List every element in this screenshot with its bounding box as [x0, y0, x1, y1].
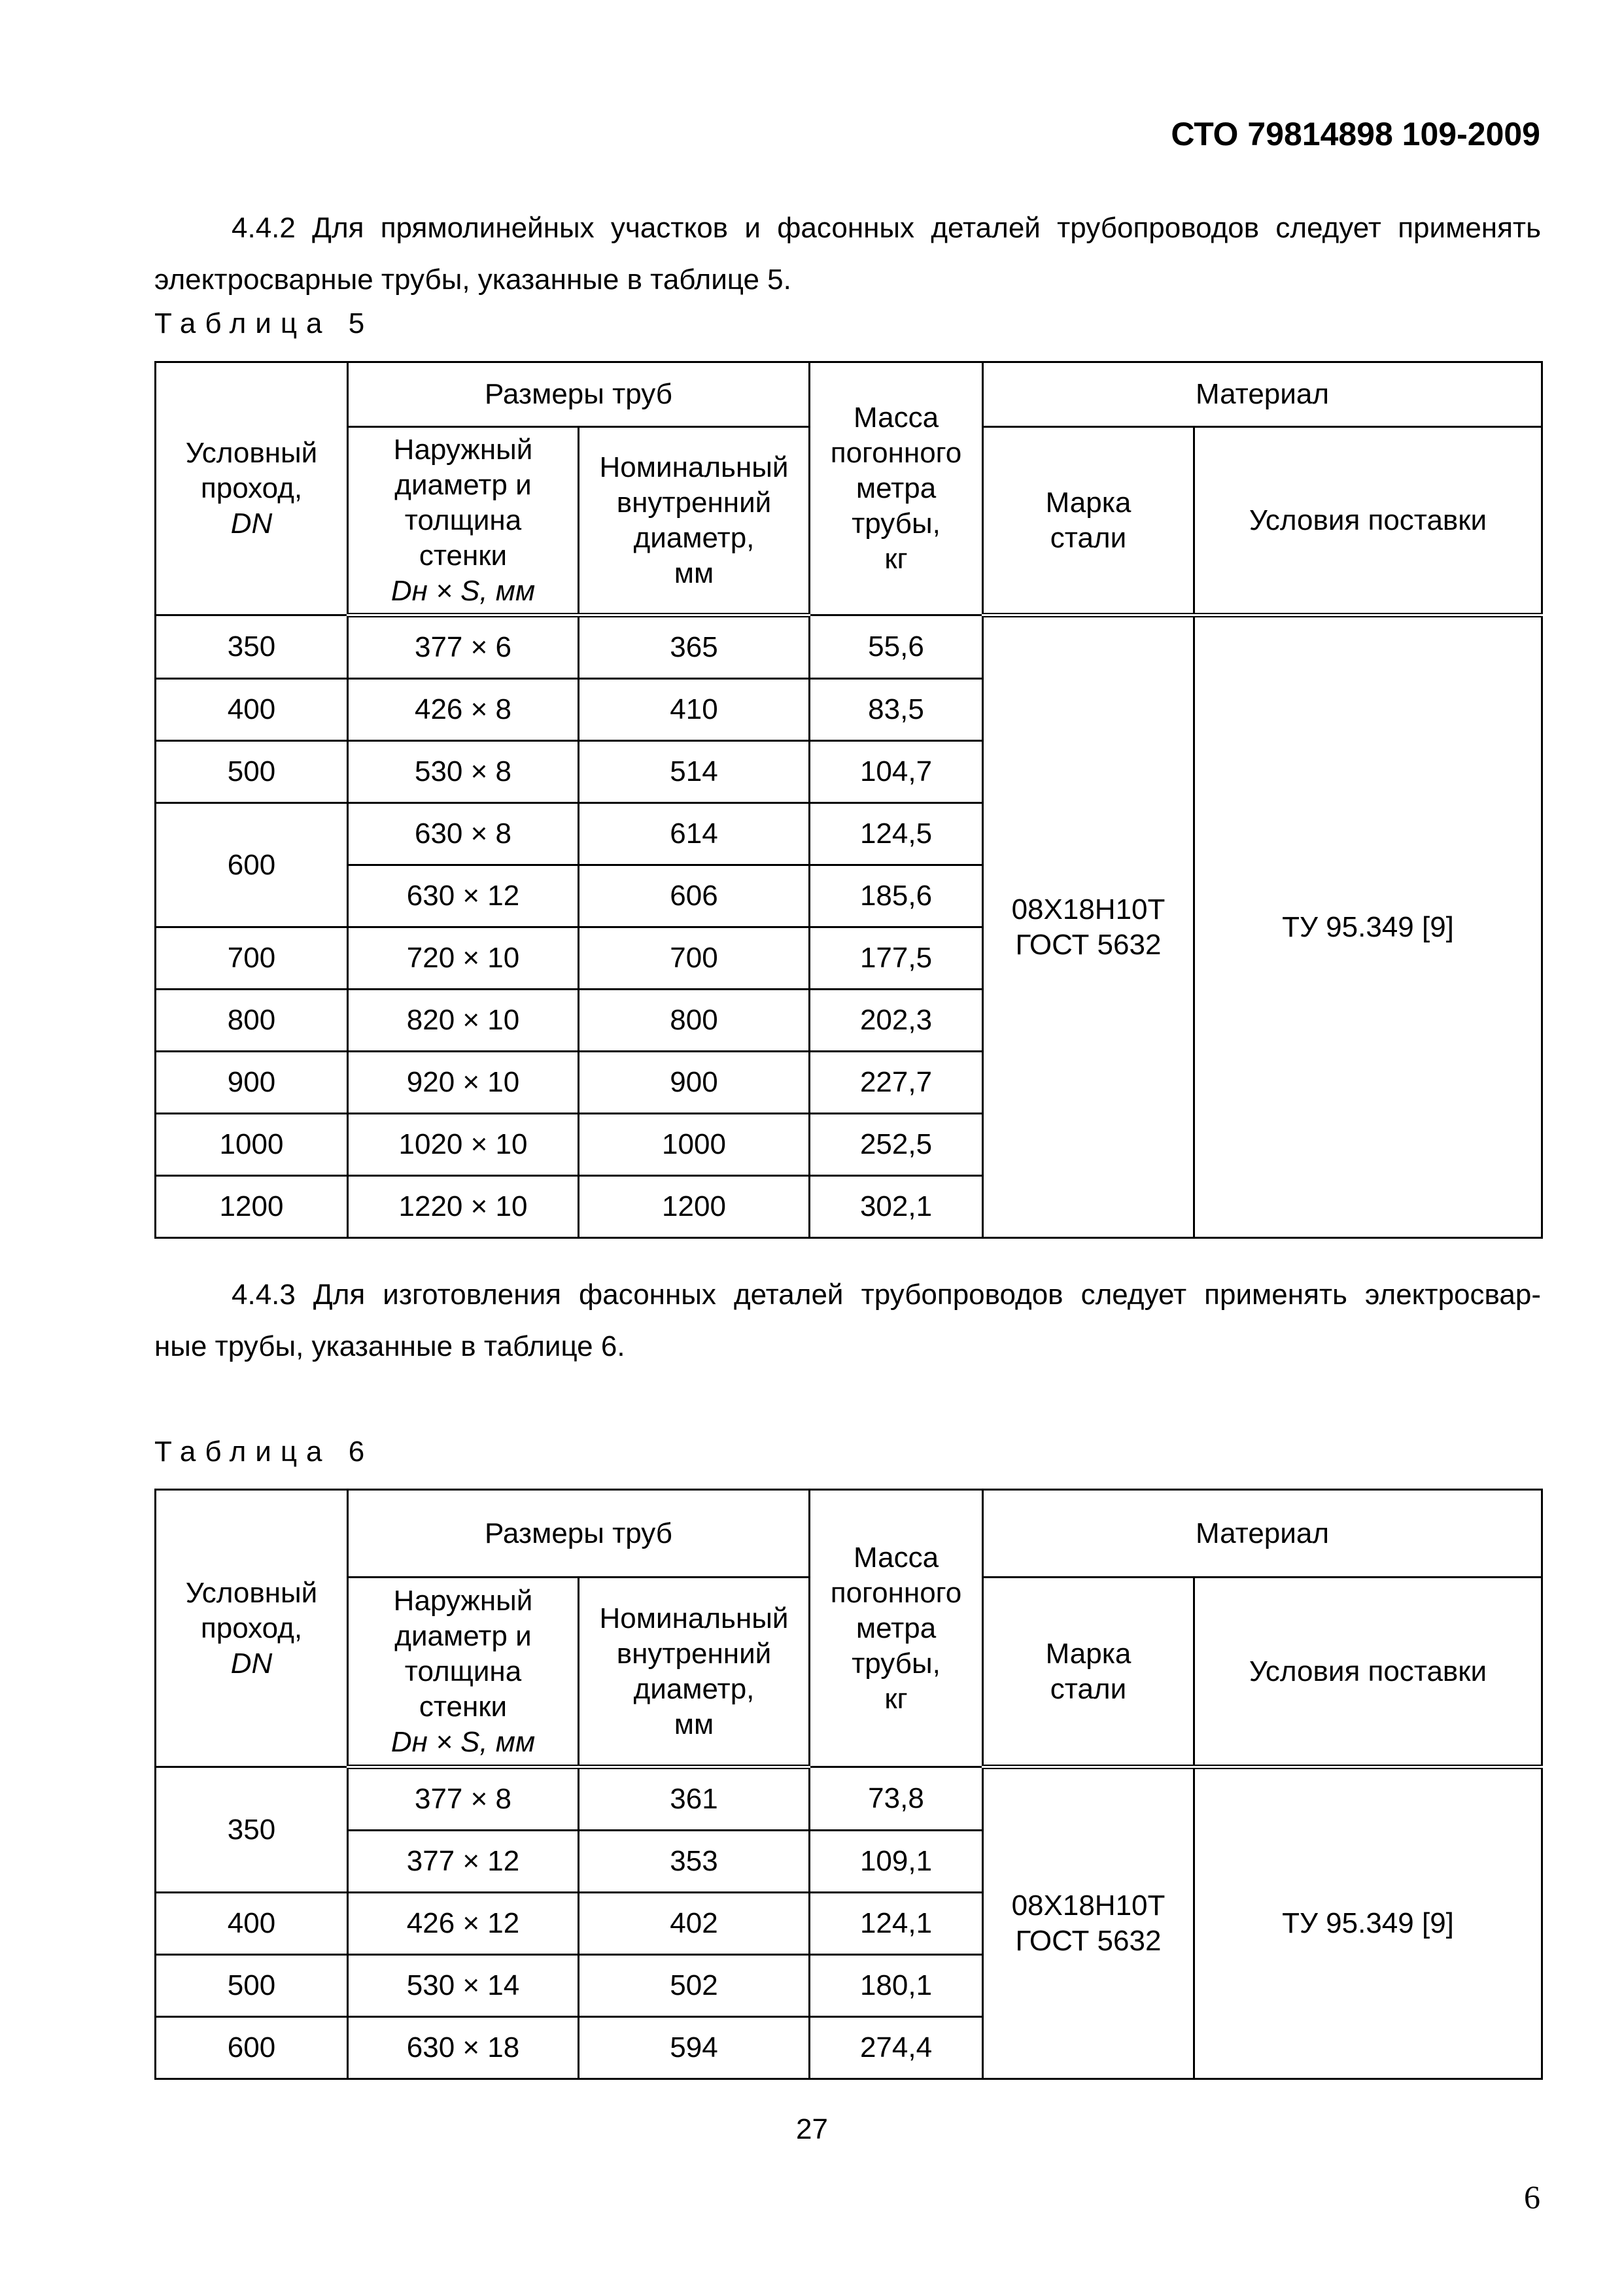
cell-outer: 1220 × 10: [348, 1176, 579, 1238]
cell-outer: 720 × 10: [348, 927, 579, 990]
cell-outer: 377 × 12: [348, 1831, 579, 1893]
header-dn: Условный проход, DN: [156, 1490, 348, 1767]
cell-mass: 252,5: [810, 1114, 983, 1176]
header-sizes-group: Размеры труб: [348, 1490, 810, 1578]
cell-inner: 800: [579, 990, 810, 1052]
cell-dn: 1200: [156, 1176, 348, 1238]
cell-inner: 606: [579, 865, 810, 927]
cell-dn: 400: [156, 679, 348, 741]
cell-inner: 365: [579, 615, 810, 679]
table-row: [156, 1767, 1542, 1831]
cell-outer: 630 × 8: [348, 803, 579, 865]
cell-dn: 700: [156, 927, 348, 990]
cell-supply-conditions: ТУ 95.349 [9]: [1194, 615, 1542, 1238]
cell-mass: 202,3: [810, 990, 983, 1052]
cell-mass: 177,5: [810, 927, 983, 990]
header-supply-conditions: Условия поставки: [1194, 1578, 1542, 1767]
cell-inner: 502: [579, 1955, 810, 2017]
header-inner-diameter: Номинальный внутренний диаметр, мм: [579, 1578, 810, 1767]
cell-mass: 227,7: [810, 1052, 983, 1114]
header-material-group: Материал: [983, 362, 1542, 427]
header-outer-diameter: Наружный диаметр и толщина стенки Dн × S, мм: [348, 1578, 579, 1767]
cell-dn: 1000: [156, 1114, 348, 1176]
cell-outer: 630 × 18: [348, 2017, 579, 2079]
paragraph-line: электросварные трубы, указанные в таблице 5.: [154, 264, 791, 296]
cell-outer: 820 × 10: [348, 990, 579, 1052]
paragraph-4-4-2: [154, 202, 1541, 305]
sheet-number: 6: [1524, 2179, 1540, 2215]
cell-dn: 400: [156, 1893, 348, 1955]
cell-dn: 350: [156, 615, 348, 679]
cell-inner: 594: [579, 2017, 810, 2079]
document-number: СТО 79814898 109-2009: [1171, 116, 1540, 152]
header-outer-diameter: Наружный диаметр и толщина стенки Dн × S, мм: [348, 427, 579, 615]
cell-mass: 109,1: [810, 1831, 983, 1893]
cell-outer: 426 × 12: [348, 1893, 579, 1955]
cell-dn: 500: [156, 1955, 348, 2017]
cell-mass: 83,5: [810, 679, 983, 741]
cell-dn: 500: [156, 741, 348, 803]
header-mass: Масса погонного метра трубы, кг: [810, 1490, 983, 1767]
cell-mass: 124,1: [810, 1893, 983, 1955]
cell-inner: 402: [579, 1893, 810, 1955]
paragraph-line: 4.4.3 Для изготовления фасонных деталей трубопроводов следует применять электросвар-: [232, 1279, 1541, 1311]
header-dn: Условный проход, DN: [156, 362, 348, 615]
cell-mass: 302,1: [810, 1176, 983, 1238]
cell-supply-conditions: ТУ 95.349 [9]: [1194, 1767, 1542, 2079]
cell-steel-grade: 08Х18Н10Т ГОСТ 5632: [983, 1767, 1194, 2079]
cell-mass: 55,6: [810, 615, 983, 679]
cell-outer: 377 × 6: [348, 615, 579, 679]
header-material-group: Материал: [983, 1490, 1542, 1578]
table-5: [154, 361, 1543, 1239]
cell-outer: 920 × 10: [348, 1052, 579, 1114]
cell-outer: 426 × 8: [348, 679, 579, 741]
header-steel-grade: Марка стали: [983, 1578, 1194, 1767]
cell-outer: 377 × 8: [348, 1767, 579, 1831]
table-6: [154, 1489, 1543, 2080]
page-number: 27: [796, 2113, 828, 2145]
table-6-caption: Таблица 6: [154, 1436, 374, 1468]
cell-inner: 700: [579, 927, 810, 990]
cell-outer: 1020 × 10: [348, 1114, 579, 1176]
cell-inner: 1000: [579, 1114, 810, 1176]
header-steel-grade: Марка стали: [983, 427, 1194, 615]
cell-mass: 124,5: [810, 803, 983, 865]
header-mass: Масса погонного метра трубы, кг: [810, 362, 983, 615]
cell-inner: 900: [579, 1052, 810, 1114]
cell-inner: 1200: [579, 1176, 810, 1238]
cell-steel-grade: 08Х18Н10Т ГОСТ 5632: [983, 615, 1194, 1238]
header-sizes-group: Размеры труб: [348, 362, 810, 427]
header-supply-conditions: Условия поставки: [1194, 427, 1542, 615]
paragraph-line: 4.4.2 Для прямолинейных участков и фасонных деталей трубопроводов следует применять: [232, 212, 1541, 244]
cell-dn: 900: [156, 1052, 348, 1114]
cell-outer: 530 × 14: [348, 1955, 579, 2017]
cell-inner: 353: [579, 1831, 810, 1893]
cell-dn: 350: [156, 1767, 348, 1893]
cell-dn: 600: [156, 2017, 348, 2079]
cell-outer: 530 × 8: [348, 741, 579, 803]
cell-outer: 630 × 12: [348, 865, 579, 927]
table-5-caption: Таблица 5: [154, 307, 374, 339]
cell-mass: 104,7: [810, 741, 983, 803]
cell-dn: 600: [156, 803, 348, 927]
cell-inner: 361: [579, 1767, 810, 1831]
cell-mass: 185,6: [810, 865, 983, 927]
table-row: [156, 615, 1542, 679]
cell-mass: 274,4: [810, 2017, 983, 2079]
cell-inner: 410: [579, 679, 810, 741]
cell-mass: 73,8: [810, 1767, 983, 1831]
cell-mass: 180,1: [810, 1955, 983, 2017]
cell-dn: 800: [156, 990, 348, 1052]
paragraph-line: ные трубы, указанные в таблице 6.: [154, 1330, 625, 1362]
header-inner-diameter: Номинальный внутренний диаметр, мм: [579, 427, 810, 615]
cell-inner: 514: [579, 741, 810, 803]
cell-inner: 614: [579, 803, 810, 865]
paragraph-4-4-3: [154, 1269, 1541, 1372]
